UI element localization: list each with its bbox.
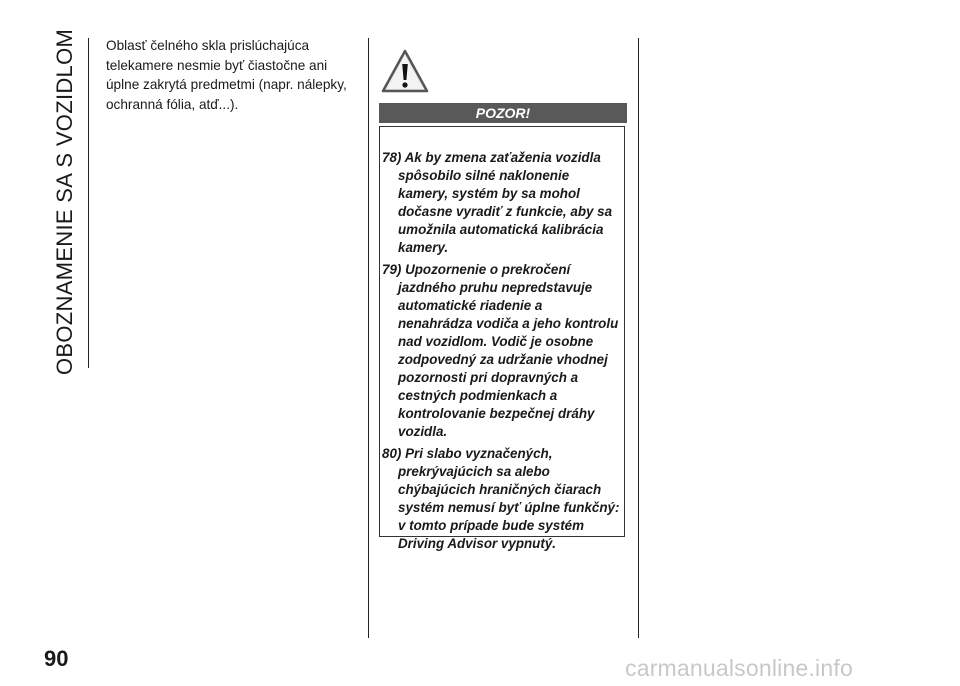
warning-item: 79) Upozornenie o prekročení jazdného pruhu nepredstavuje automatické riadenie a nenahrádza vodiča a jeho kontrolu nad vozidlom. Vodič je osobne zodpovedný za udržanie vhodnej pozornosti pri dopravných a cestných podmienkach a kontrolovanie bezpečnej dráhy vozidla.	[382, 262, 619, 439]
page-number: 90	[44, 646, 69, 671]
warning-item: 78) Ak by zmena zaťaženia vozidla spôsobilo silné naklonenie kamery, systém by sa mohol dočasne vyradiť z funkcie, aby sa umožnila automatická kalibrácia kamery.	[382, 150, 613, 255]
column-divider-right	[638, 38, 639, 638]
warning-box	[379, 126, 625, 551]
column-divider-left	[368, 38, 369, 638]
section-divider	[88, 38, 89, 368]
warning-triangle-icon	[380, 48, 430, 94]
intro-paragraph: Oblasť čelného skla prislúchajúca telekamere nesmie byť čiastočne ani úplne zakrytá predmetmi (napr. nálepky, ochranná fólia, atď...).	[106, 38, 347, 112]
warning-item: 80) Pri slabo vyznačených, prekrývajúcich sa alebo chýbajúcich hraničných čiarach systém nemusí byť úplne funkčný: v tomto prípade bude systém Driving Advisor vypnutý.	[382, 446, 620, 551]
warning-title: POZOR!	[379, 103, 627, 125]
watermark: carmanualsonline.info	[625, 655, 853, 681]
section-title: OBOZNAMENIE SA S VOZIDLOM	[52, 28, 77, 375]
